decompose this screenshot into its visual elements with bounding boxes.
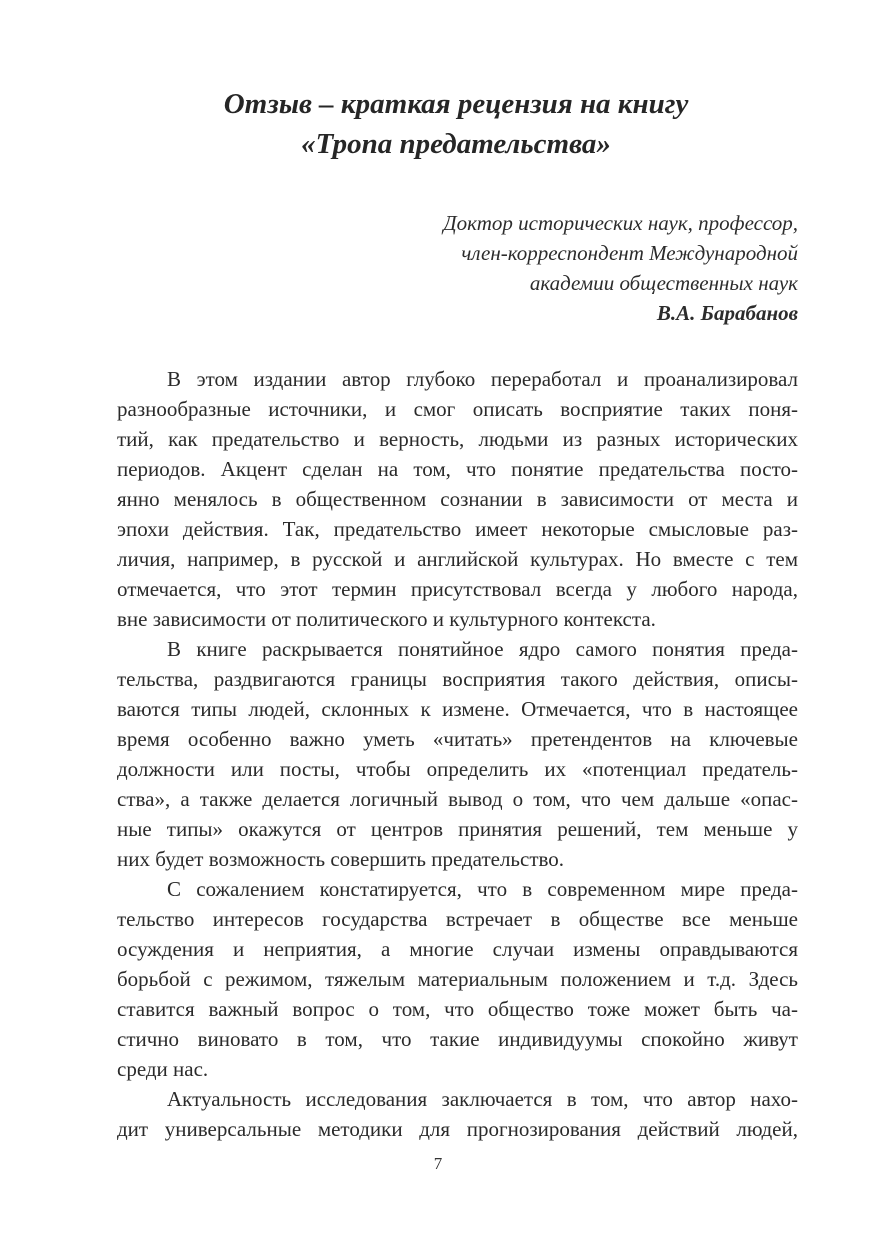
body-line: вне зависимости от политического и культурного контекста. xyxy=(117,607,656,631)
body-line: ные типы» окажутся от центров принятия решений, тем меньше у xyxy=(117,817,798,841)
body-line: янно менялось в общественном сознании в зависимости от места и xyxy=(117,487,798,511)
title-line-2: «Тропа предательства» xyxy=(301,128,611,160)
body-line: время особенно важно уметь «читать» претендентов на ключевые xyxy=(117,727,798,751)
body-line: осуждения и неприятия, а многие случаи измены оправдываются xyxy=(117,937,798,961)
body-line: борьбой с режимом, тяжелым материальным положением и т.д. Здесь xyxy=(117,967,798,991)
body-line: тельства, раздвигаются границы восприятия такого действия, описы- xyxy=(117,667,798,691)
page-number: 7 xyxy=(433,1154,443,1173)
body-line: должности или посты, чтобы определить их «потенциал предатель- xyxy=(117,757,798,781)
body-line: ства», а также делается логичный вывод о том, что чем дальше «опас- xyxy=(117,787,798,811)
author-credential-line-1: Доктор исторических наук, профессор, xyxy=(443,211,798,235)
body-line: тельство интересов государства встречает в обществе все меньше xyxy=(117,907,798,931)
body-line: отмечается, что этот термин присутствовал всегда у любого народа, xyxy=(117,577,798,601)
body-line: них будет возможность совершить предательство. xyxy=(117,847,565,871)
body-line: В книге раскрывается понятийное ядро самого понятия преда- xyxy=(167,637,798,661)
body-line: С сожалением констатируется, что в современном мире преда- xyxy=(167,877,798,901)
body-line: тий, как предательство и верность, людьми из разных исторических xyxy=(117,427,798,451)
author-attribution xyxy=(443,208,798,328)
body-line: В этом издании автор глубоко переработал и проанализировал xyxy=(167,367,798,391)
body-line: эпохи действия. Так, предательство имеет некоторые смысловые раз- xyxy=(117,517,798,541)
author-name: В.А. Барабанов xyxy=(656,301,798,325)
title-line-1: Отзыв – краткая рецензия на книгу xyxy=(223,88,689,120)
review-title xyxy=(100,84,812,164)
author-credential-line-3: академии общественных наук xyxy=(529,271,798,295)
body-line: разнообразные источники, и смог описать восприятие таких поня- xyxy=(117,397,798,421)
body-line: дит универсальные методики для прогнозирования действий людей, xyxy=(117,1117,798,1141)
body-line: периодов. Акцент сделан на том, что понятие предательства посто- xyxy=(117,457,798,481)
body-line: ваются типы людей, склонных к измене. Отмечается, что в настоящее xyxy=(117,697,798,721)
body-line: личия, например, в русской и английской культурах. Но вместе с тем xyxy=(117,547,798,571)
body-line: среди нас. xyxy=(117,1057,209,1081)
author-credential-line-2: член-корреспондент Международной xyxy=(461,241,798,265)
review-body xyxy=(117,364,798,1144)
body-line: ставится важный вопрос о том, что общество тоже может быть ча- xyxy=(117,997,798,1021)
body-line: Актуальность исследования заключается в том, что автор нахо- xyxy=(167,1087,798,1111)
body-line: стично виновато в том, что такие индивидуумы спокойно живут xyxy=(117,1027,798,1051)
